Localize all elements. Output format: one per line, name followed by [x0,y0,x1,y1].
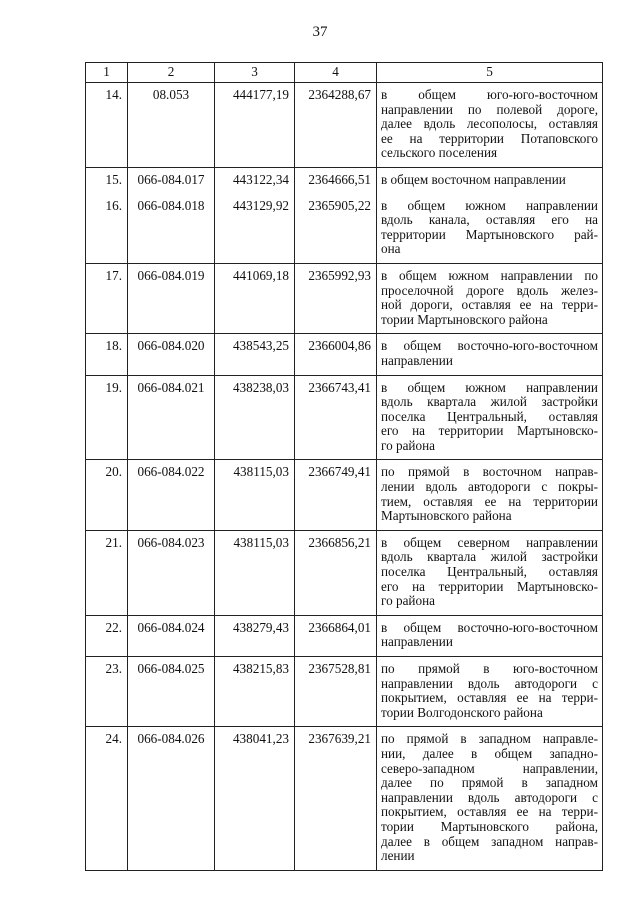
description-line: поселка Центральный, оставляя [381,408,598,424]
description-line: его на территории Мартыновско- [381,578,598,594]
coordinates-table [85,62,603,871]
direction-description [377,615,603,656]
description-line: северо-западном направлении, [381,760,598,776]
x-coordinate: 438543,25 [215,334,295,375]
description-line: тием, оставляя ее на территории [381,493,598,509]
x-coordinate: 438115,03 [215,460,295,530]
description-line: Мартыновского района [381,508,512,524]
y-coordinate: 2364288,67 [295,83,377,168]
y-coordinate: 2365905,22 [295,194,377,264]
description-line: вдоль квартала жилой застройки [381,549,598,565]
y-coordinate: 2365992,93 [295,263,377,333]
description-line: в общем восточном направлении [381,171,566,187]
description-line: тории Мартыновского района [381,311,548,327]
direction-description [377,334,603,375]
description-line: далее вдоль лесополосы, оставляя [381,116,598,132]
page-number: 37 [312,24,328,40]
table-row [86,530,603,615]
description-line: в общем северном направлении [381,534,598,550]
description-line: в общем юго-юго-восточном [381,87,598,102]
x-coordinate: 444177,19 [215,83,295,168]
description-line: направлении [381,352,453,368]
description-line: в общем южном направлении [381,197,598,213]
table-row [86,657,603,727]
row-number: 24. [86,727,128,870]
table-row [86,727,603,870]
x-coordinate: 443129,92 [215,194,295,264]
column-header-4: 4 [295,63,377,83]
point-code: 08.053 [128,83,215,168]
description-line: далее по прямой в западном [381,775,598,791]
description-line: по прямой в восточном направ- [381,464,598,480]
description-line: в общем восточно-юго-восточном [381,619,598,635]
direction-description [377,167,603,193]
table-row [86,334,603,375]
y-coordinate: 2366856,21 [295,530,377,615]
point-code: 066-084.026 [128,727,215,870]
description-line: го района [381,593,435,609]
table-row [86,460,603,530]
y-coordinate: 2366004,86 [295,334,377,375]
description-line: направлении вдоль автодороги с [381,675,598,691]
description-line: вдоль квартала жилой застройки [381,394,598,410]
point-code: 066-084.025 [128,657,215,727]
description-line: направлении [381,634,453,650]
description-line: территории Мартыновского рай- [381,226,598,242]
description-line: ной дороги, оставляя ее на терри- [381,297,598,313]
column-header-5: 5 [377,63,603,83]
point-code: 066-084.022 [128,460,215,530]
row-number: 23. [86,657,128,727]
description-line: далее в общем западном направ- [381,833,598,849]
column-header-3: 3 [215,63,295,83]
table-header [86,63,603,83]
description-line: направлении вдоль автодороги с [381,789,598,805]
table-body [86,83,603,871]
row-number: 17. [86,263,128,333]
point-code: 066-084.021 [128,375,215,460]
direction-description [377,263,603,333]
x-coordinate: 438238,03 [215,375,295,460]
description-line: вдоль канала, оставляя его на [381,212,598,228]
column-header-1: 1 [86,63,128,83]
description-line: ее на территории Потаповского [381,130,598,146]
y-coordinate: 2367528,81 [295,657,377,727]
row-number: 14. [86,83,128,168]
description-line: сельского поселения [381,145,498,161]
description-line: нии, далее в общем западно- [381,745,598,761]
description-line: направлении по полевой дороге, [381,101,598,117]
description-line: тории Мартыновского района, [381,818,598,834]
y-coordinate: 2366864,01 [295,615,377,656]
description-line: по прямой в западном направле- [381,731,598,747]
x-coordinate: 443122,34 [215,167,295,193]
description-line: лении [381,848,415,864]
table-row [86,194,603,264]
row-number: 16. [86,194,128,264]
x-coordinate: 441069,18 [215,263,295,333]
point-code: 066-084.018 [128,194,215,264]
point-code: 066-084.019 [128,263,215,333]
direction-description [377,727,603,870]
description-line: в общем южном направлении по [381,267,598,283]
column-header-2: 2 [128,63,215,83]
y-coordinate: 2364666,51 [295,167,377,193]
row-number: 21. [86,530,128,615]
description-line: в общем восточно-юго-восточном [381,338,598,354]
x-coordinate: 438041,23 [215,727,295,870]
y-coordinate: 2366749,41 [295,460,377,530]
point-code: 066-084.017 [128,167,215,193]
table-row [86,83,603,168]
description-line: по прямой в юго-восточном [381,661,598,676]
description-line: лении вдоль автодороги с покры- [381,479,598,495]
row-number: 20. [86,460,128,530]
description-line: его на территории Мартыновско- [381,423,598,439]
description-line: она [381,241,401,257]
description-line: в общем южном направлении [381,379,598,395]
description-line: го района [381,437,435,453]
table-row [86,263,603,333]
direction-description [377,657,603,727]
y-coordinate: 2367639,21 [295,727,377,870]
description-line: покрытием, оставляя ее на терри- [381,690,598,706]
direction-description [377,83,603,168]
y-coordinate: 2366743,41 [295,375,377,460]
table-row [86,615,603,656]
row-number: 19. [86,375,128,460]
description-line: поселка Центральный, оставляя [381,564,598,580]
x-coordinate: 438215,83 [215,657,295,727]
direction-description [377,194,603,264]
row-number: 18. [86,334,128,375]
direction-description [377,530,603,615]
description-line: тории Волгодонского района [381,704,543,720]
x-coordinate: 438279,43 [215,615,295,656]
table-row [86,375,603,460]
row-number: 15. [86,167,128,193]
x-coordinate: 438115,03 [215,530,295,615]
point-code: 066-084.023 [128,530,215,615]
direction-description [377,460,603,530]
direction-description [377,375,603,460]
point-code: 066-084.024 [128,615,215,656]
table-row [86,167,603,193]
description-line: проселочной дороге вдоль желез- [381,282,598,298]
row-number: 22. [86,615,128,656]
point-code: 066-084.020 [128,334,215,375]
description-line: покрытием, оставляя ее на терри- [381,804,598,820]
